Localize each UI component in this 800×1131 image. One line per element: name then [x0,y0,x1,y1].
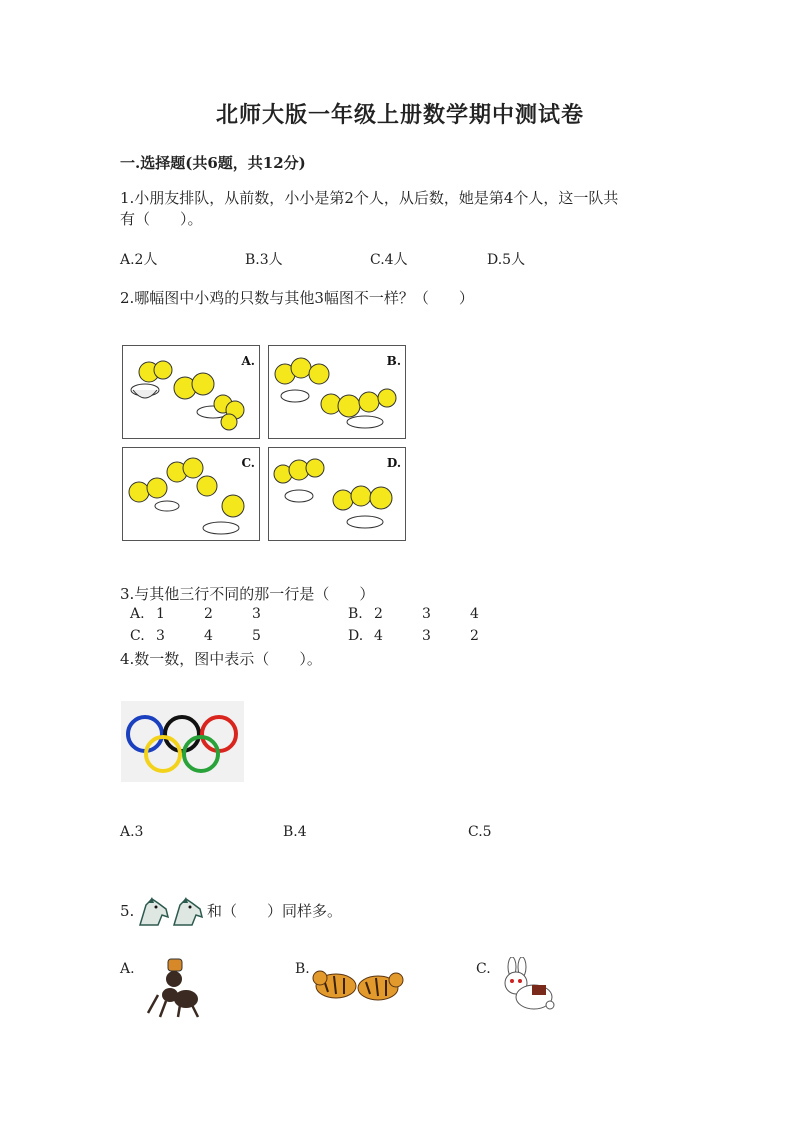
q3-row-b-num: 4 [470,606,479,622]
q3-options-table [130,606,510,646]
q3-row-d-label[interactable]: D. [348,628,364,644]
panel-label-b: B. [386,354,401,368]
q1-option-d[interactable]: D.5人 [487,252,526,268]
q1-option-b[interactable]: B.3人 [245,252,283,268]
q5-option-a[interactable]: A. [120,961,135,977]
tiger-icon [312,960,404,1008]
question-4-text: 4.数一数，图中表示（ ）。 [120,650,322,668]
q3-row-c-num: 3 [156,628,165,644]
chicks-illustration [123,346,260,439]
q1-option-a[interactable]: A.2人 [120,252,158,268]
chick-panel-b[interactable] [268,345,406,439]
chick-image-grid [122,345,406,541]
q3-row-a-num: 1 [156,606,165,622]
rabbit-image [494,957,562,1015]
chicks-illustration [123,448,260,541]
q4-option-c[interactable]: C.5 [468,824,492,840]
question-2-text: 2.哪幅图中小鸡的只数与其他3幅图不一样？（ ） [120,289,474,307]
section-heading: 一.选择题(共6题，共12分) [120,154,306,172]
olympic-rings-image [121,701,244,782]
chick-panel-d[interactable] [268,447,406,541]
q3-row-a-num: 2 [204,606,213,622]
page-title: 北师大版一年级上册数学期中测试卷 [215,102,584,128]
q3-row-c-label[interactable]: C. [130,628,145,644]
q4-option-a[interactable]: A.3 [120,824,144,840]
ant-image [140,955,210,1021]
q3-row-b-num: 3 [422,606,431,622]
ant-icon [140,955,210,1021]
q3-row-d-num: 3 [422,628,431,644]
chick-panel-c[interactable] [122,447,260,541]
q3-row-d-num: 2 [470,628,479,644]
question-1-line2: 有（ ）。 [120,210,203,228]
q1-option-c[interactable]: C.4人 [370,252,408,268]
q3-row-d-num: 4 [374,628,383,644]
q3-row-a-num: 3 [252,606,261,622]
two-horses-image [136,895,206,931]
question-5-text: 和（ ）同样多。 [207,902,343,920]
q3-row-c-num: 4 [204,628,213,644]
chick-panel-a[interactable] [122,345,260,439]
q3-row-b-num: 2 [374,606,383,622]
olympic-rings-icon [121,701,244,782]
question-1-line1: 1.小朋友排队，从前数，小小是第2个人，从后数，她是第4个人，这一队共 [120,189,619,207]
panel-label-c: C. [241,456,255,470]
question-5-number: 5. [120,902,135,920]
question-3-text: 3.与其他三行不同的那一行是（ ） [120,585,375,603]
two-tigers-image [312,960,404,1008]
q5-option-c[interactable]: C. [476,961,491,977]
chicks-illustration [269,346,406,439]
panel-label-a: A. [241,354,255,368]
q3-row-a-label[interactable]: A. [130,606,145,622]
panel-label-d: D. [386,456,401,470]
rabbit-icon [494,957,562,1015]
chicks-illustration [269,448,406,541]
horse-icon [136,895,206,931]
q4-option-b[interactable]: B.4 [283,824,307,840]
q5-option-b[interactable]: B. [295,961,310,977]
q3-row-b-label[interactable]: B. [348,606,363,622]
q3-row-c-num: 5 [252,628,261,644]
